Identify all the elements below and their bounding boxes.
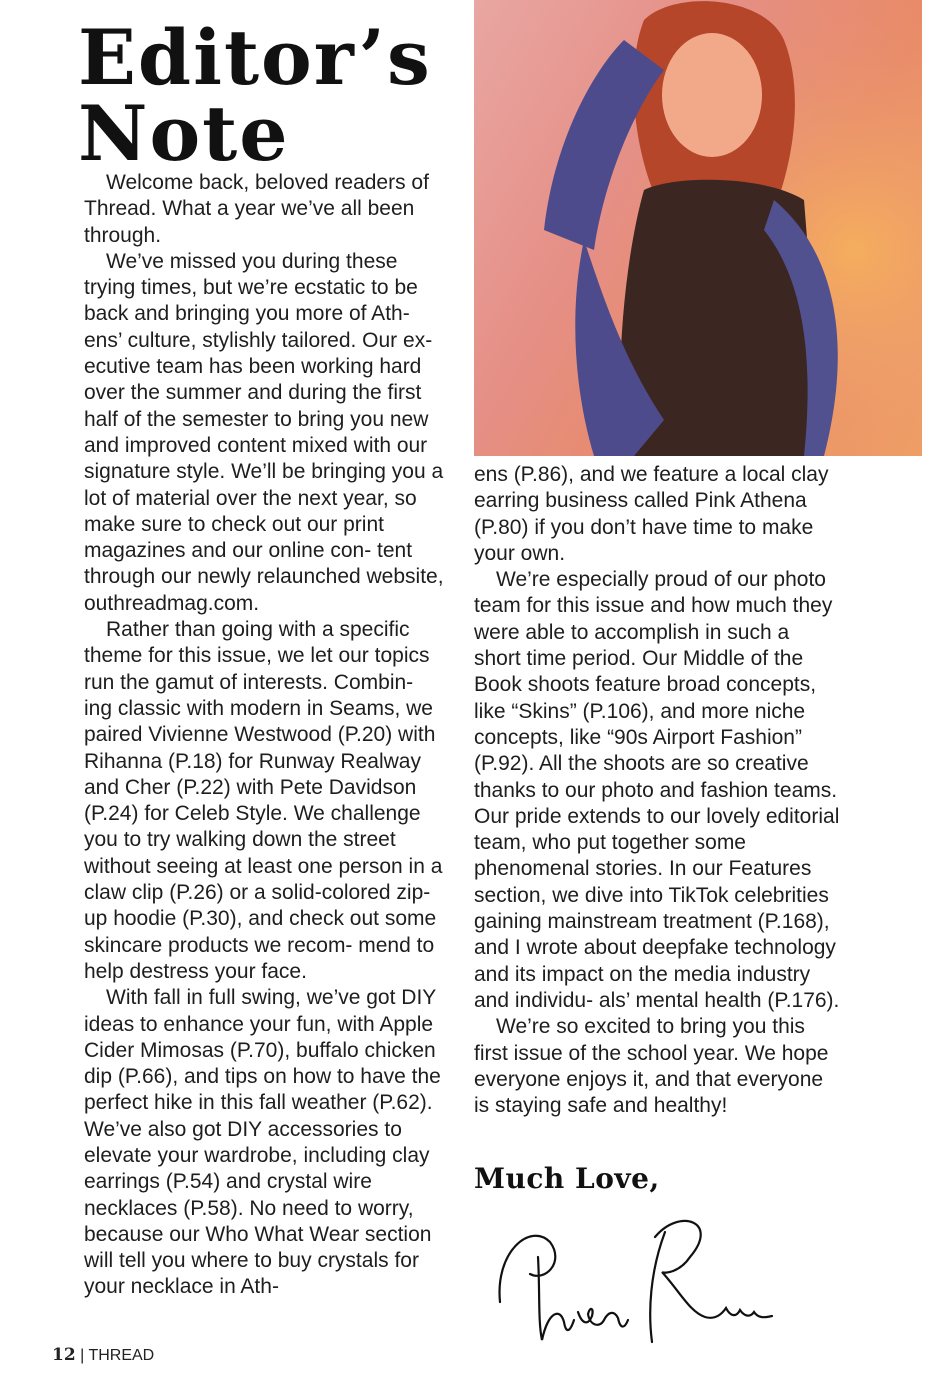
editor-signature <box>490 1212 780 1352</box>
article-column-left <box>84 170 446 1301</box>
title-line-1: Editor’s <box>78 13 432 102</box>
sign-off: Much Love, <box>474 1162 660 1195</box>
article-paragraph: With fall in full swing, we’ve got DIY ideas to enhance your fun, with Apple Cider Mimosas (P.70), buffalo chicken dip (P.66), and tips on how to have the perfect hike in this fall weather (P.62). We’ve also got DIY accessories to elevate your wardrobe, including clay earrings (P.54) and crystal wire necklaces (P.58). No need to worry, because our Who What Wear section will tell you where to buy crystals for your necklace in Ath- <box>84 986 441 1299</box>
article-paragraph: We’ve missed you during these trying times, but we’re ecstatic to be back and bringing you more of Ath- ens’ culture, stylishly tailored. Our ex- ecutive team has been working hard over the summer and during the first half of the semester to bring you new and improved content mixed with our signature style. We’ll be bringing you a lot of material over the next year, so make sure to check out our print magazines and our online con- tent through our newly relaunched website, outhreadmag.com. <box>84 249 444 615</box>
page-number: 12 <box>52 1345 76 1365</box>
page-footer <box>52 1345 154 1365</box>
editor-portrait-photo <box>474 0 922 456</box>
article-paragraph: We’re especially proud of our photo team for this issue and how much they were able to accomplish in such a short time period. Our Middle of the Book shoots feature broad concepts, like “Skins” (P.106), and more niche concepts, like “90s Airport Fashion” (P.92). All the shoots are so creative thanks to our photo and fashion teams. Our pride extends to our lovely editorial team, who put together some phenomenal stories. In our Features section, we dive into TikTok celebrities gaining mainstream treatment (P.168), and I wrote about deepfake technology and its impact on the media industry and individu- als’ mental health (P.176). <box>474 568 840 1012</box>
article-paragraph: Rather than going with a specific theme for this issue, we let our topics run the gamut of interests. Combin- ing classic with modern in Seams, we paired Vivienne Westwood (P.20) with Rihanna (P.18) for Runway Realway and Cher (P.22) with Pete Davidson (P.24) for Celeb Style. We challenge you to try walking down the street without seeing at least one person in a claw clip (P.26) or a solid-colored zip-up hoodie (P.30), and check out some skincare products we recom- mend to help destress your face. <box>84 618 443 983</box>
article-paragraph: We’re so excited to bring you this first issue of the school year. We hope everyone enjoys it, and that everyone is staying safe and healthy! <box>474 1015 829 1118</box>
article-column-right <box>474 462 840 1119</box>
publication-name: THREAD <box>88 1347 155 1364</box>
portrait-illustration <box>474 0 922 456</box>
footer-separator: | <box>80 1347 85 1364</box>
article-paragraph: Welcome back, beloved readers of Thread. What a year we’ve all been through. <box>84 171 429 247</box>
page-title <box>78 13 468 178</box>
title-line-2: Note <box>78 89 290 178</box>
article-paragraph: ens (P.86), and we feature a local clay earring business called Pink Athena (P.80) if you don’t have time to make your own. <box>474 463 829 565</box>
